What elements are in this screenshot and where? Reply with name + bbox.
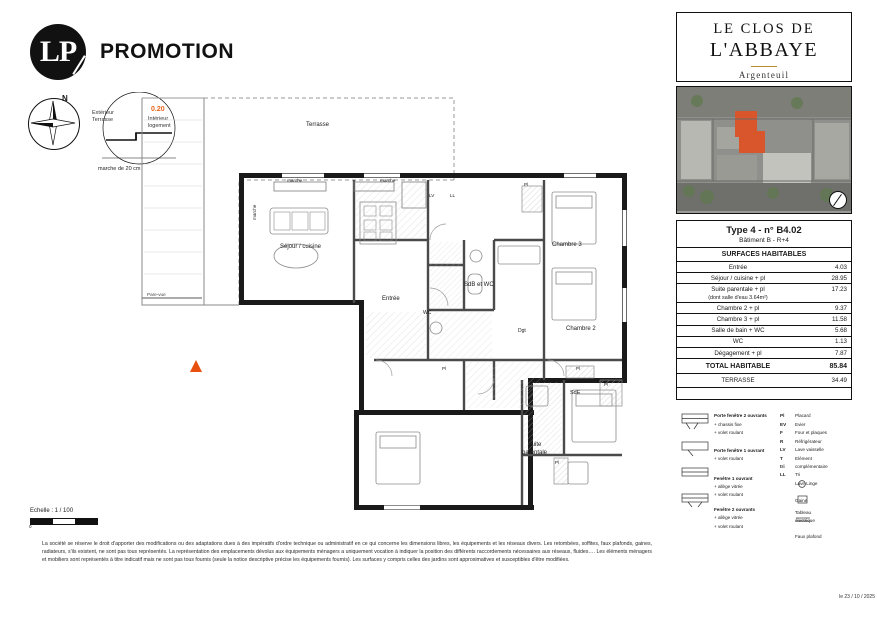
- scale-bar: [30, 518, 98, 525]
- room-label-chambre2: Chambre 2: [566, 326, 596, 332]
- row-label: Dégagement + pl: [677, 347, 799, 358]
- table-row-total: [677, 359, 851, 374]
- total-value: 85.84: [799, 359, 851, 374]
- lot-type: Type 4 - n° B4.02: [726, 225, 802, 236]
- room-label-wc: WC: [423, 310, 432, 316]
- info-box-footer: [677, 387, 851, 399]
- logo-wordmark: PROMOTION: [100, 40, 234, 63]
- room-label-dgt: Dgt: [518, 328, 526, 334]
- annotation-marche-1: marche: [287, 178, 303, 183]
- room-label-terrasse: Terrasse: [306, 122, 330, 128]
- legend-text: Evier: [795, 421, 806, 427]
- legend-symbol-fauxplafond: Faux plafond: [795, 533, 822, 539]
- row-label: Suite parentale + pl: [711, 285, 765, 293]
- program-city: Argenteuil: [738, 70, 790, 80]
- site-plan-image: [676, 86, 852, 214]
- legend-code: LL: [780, 472, 786, 478]
- table-row: [677, 284, 851, 295]
- room-label-sde: SdE: [570, 390, 581, 396]
- room-label-sejour: Séjour / cuisine: [280, 244, 322, 250]
- legend-text: Placard: [795, 413, 811, 419]
- legend-item: Fenêtre 1 ouvrant: [714, 475, 753, 481]
- legend-text: Réfrigérateur: [795, 438, 822, 444]
- scale-zero-label: 0: [29, 524, 32, 529]
- disclaimer-text: La société se réserve le droit d'apporter des modifications ou des adaptations dues à des impératifs d'ordre technique ou administratif en ce qui concerne les dimensions libres, les équipements et les réseaux divers. Les retombées, soffites, faux plafonds, gaines, radiateurs, s'ils existent, ne sont pas tous représentés. La représentation des emplacements dévolus aux équipements ménagers a uniquement vocation à indiquer la position des différents raccordements nécessaires aux réseaux, fluides…. Les éléments ménagers et mobiliers sont représentés à titre indicatif mais ne sont pas tous fournis (seule la notice descriptive précise les équipements fournis). Les surfaces y compris celles des jardins sont approximatives et susceptibles d'être modifiées.: [42, 541, 652, 564]
- legend-item: + volet roulant: [714, 492, 743, 498]
- row-value: 28.95: [799, 273, 851, 284]
- legend-code: LV: [780, 447, 786, 453]
- logo-letters: LP: [39, 35, 77, 68]
- program-title-line2: L'ABBAYE: [709, 39, 819, 61]
- row-label: Salle de bain + WC: [677, 325, 799, 336]
- legend-text: Lave vaisselle: [795, 447, 824, 453]
- surfaces-table: [677, 262, 851, 387]
- legend-symbol-tableau: Tableau: [795, 509, 812, 515]
- table-row: [677, 347, 851, 358]
- row-value: 7.87: [799, 347, 851, 358]
- row-label: Entrée: [677, 262, 799, 273]
- legend-item: Porte fenêtre 2 ouvrants: [714, 413, 767, 419]
- legend-abbrev-codes: [780, 412, 794, 480]
- legend-text: complémentaire: [795, 464, 828, 469]
- surfaces-info-box: [676, 220, 852, 400]
- row-sublabel: (dont salle d'eau 3.64m²): [677, 295, 799, 303]
- legend-code: EV: [780, 421, 787, 427]
- row-label: WC: [677, 336, 799, 347]
- surfaces-heading: SURFACES HABITABLES: [677, 248, 851, 262]
- site-compass-icon: [829, 191, 847, 209]
- title-divider: [751, 66, 777, 67]
- legend-text: Elément: [795, 455, 812, 461]
- legend-item: + chassis fixe: [714, 421, 742, 427]
- table-row: [677, 336, 851, 347]
- table-row: [677, 273, 851, 284]
- legend-code: T: [780, 455, 783, 461]
- legend-window-types: [714, 412, 778, 531]
- program-title-line1: LE CLOS DE: [713, 21, 815, 37]
- legend-item: + volet roulant: [714, 523, 743, 529]
- legend-symbol-gaine: Gaine: [795, 498, 808, 504]
- room-label-sdb-wc: SdB et WC: [464, 282, 494, 288]
- annotation-pare-vue: Pare-vue: [147, 292, 166, 297]
- step-note: marche de 20 cm: [98, 166, 141, 172]
- annotation-pl-2: Pl: [576, 366, 581, 371]
- table-row: [677, 303, 851, 314]
- table-row: [677, 314, 851, 325]
- annotation-ll: LL: [450, 193, 456, 198]
- row-value: 4.03: [799, 262, 851, 273]
- scale-label: Echelle : 1 / 100: [30, 508, 74, 514]
- program-title-box: [676, 12, 852, 82]
- legend-item: + allège vitrée: [714, 484, 743, 489]
- floor-plan-drawing: [24, 60, 654, 515]
- step-exterior-label: Extérieur Terrasse: [92, 110, 115, 123]
- legend-abbrev-text: [795, 412, 851, 541]
- row-label: Chambre 2 + pl: [677, 303, 799, 314]
- legend-symbol-tableau2: électrique: [795, 518, 815, 524]
- row-value: 5.68: [799, 325, 851, 336]
- row-value: 17.23: [831, 285, 847, 293]
- room-label-entree: Entrée: [382, 296, 400, 302]
- terrace-label: TERRASSE: [677, 374, 799, 388]
- row-label: Chambre 3 + pl: [677, 314, 799, 325]
- total-label: TOTAL HABITABLE: [677, 359, 799, 374]
- room-label-suite-parentale: Suite parentale: [522, 442, 548, 456]
- legend-item: + allège vitrée: [714, 515, 743, 521]
- legend-item: + volet roulant: [714, 430, 743, 436]
- legend-text: Four et plaques: [795, 430, 827, 436]
- legend-item: + volet roulant: [714, 456, 743, 462]
- annotation-marche-2: marche: [380, 178, 396, 183]
- annotation-pl-1: Pl: [524, 182, 529, 187]
- step-value: 0.20: [151, 106, 165, 113]
- legend-code: tri: [780, 464, 785, 469]
- annotation-pl-3: Pl: [604, 382, 609, 387]
- terrace-value: 34.49: [799, 374, 851, 388]
- table-row: [677, 325, 851, 336]
- row-value: 11.58: [799, 314, 851, 325]
- table-row-terrace: [677, 374, 851, 388]
- step-interior-label: Intérieur logement: [148, 116, 171, 129]
- annotation-marche-3: marche: [252, 204, 257, 220]
- plan-date: le 23 / 10 / 2025: [839, 594, 875, 600]
- legend-box: [676, 406, 852, 539]
- right-panel: [676, 12, 852, 539]
- legend-item: Porte fenêtre 1 ouvrant: [714, 447, 765, 453]
- row-value: 9.37: [799, 303, 851, 314]
- building-label: Bâtiment B - R+4: [677, 237, 851, 248]
- table-row: [677, 262, 851, 273]
- legend-code: R: [780, 438, 784, 444]
- legend-text: Lave Linge: [795, 480, 818, 486]
- legend-code: F: [780, 430, 783, 436]
- annotation-pl-5: Pl: [442, 366, 447, 371]
- legend-item: Fenêtre 2 ouvrants: [714, 506, 756, 512]
- annotation-lv: LV: [429, 193, 435, 198]
- row-value: 1.13: [799, 336, 851, 347]
- legend-code: Pl: [780, 413, 785, 419]
- row-label: Séjour / cuisine + pl: [677, 273, 799, 284]
- table-row-sub: [677, 295, 851, 303]
- legend-text: Tri: [795, 472, 801, 478]
- annotation-pl-4: Pl: [555, 460, 560, 465]
- room-label-chambre3: Chambre 3: [552, 242, 582, 248]
- compass-north-label: N: [62, 94, 68, 103]
